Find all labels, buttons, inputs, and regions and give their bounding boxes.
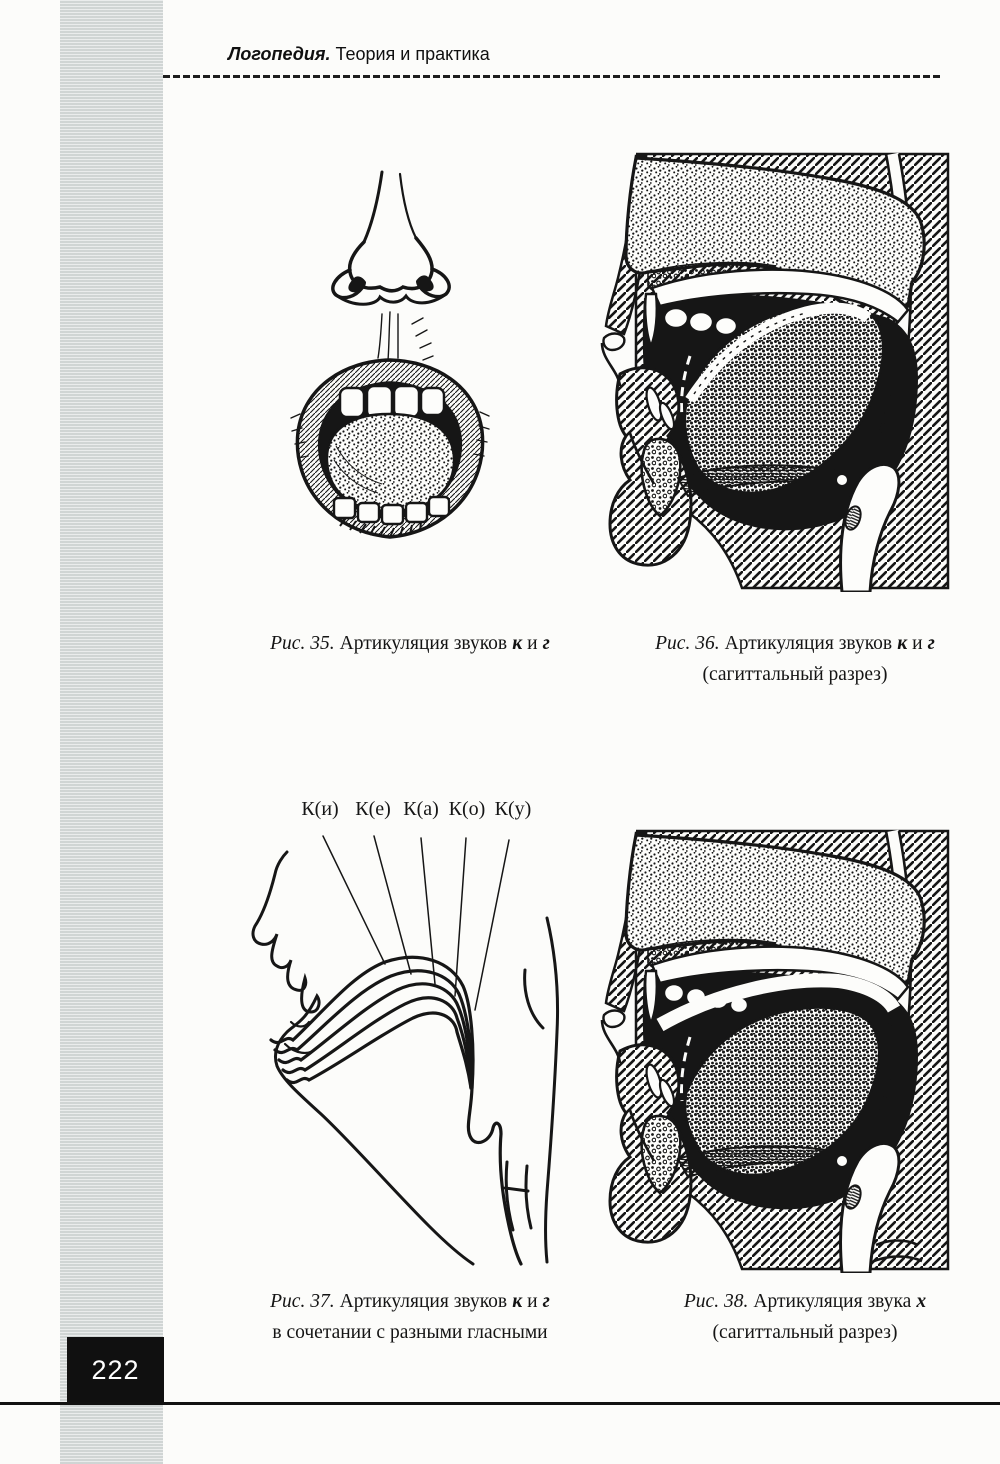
figure-37-caption-sound-1: к xyxy=(512,1291,523,1312)
figure-38-sagittal-section-illustration xyxy=(590,825,955,1273)
vowel-label-ku: К(у) xyxy=(494,798,532,820)
figure-36-caption-line2: (сагиттальный разрез) xyxy=(702,664,888,685)
figure-38-caption xyxy=(620,1286,990,1348)
figure-35-frontal-mouth-illustration xyxy=(270,168,510,553)
figure-38-caption-label: Рис. 38. xyxy=(683,1291,749,1312)
figure-36-caption xyxy=(615,628,975,690)
figure-35-caption-text: Артикуляция звуков xyxy=(339,633,508,654)
figure-36-caption-label: Рис. 36. xyxy=(655,633,720,654)
page-number: 222 xyxy=(91,1355,140,1385)
running-header-title: Логопедия. xyxy=(228,44,331,64)
figure-38-caption-text: Артикуляция звука xyxy=(753,1291,912,1312)
figure-37-caption xyxy=(225,1286,595,1348)
page-number-box xyxy=(67,1337,164,1404)
figure-35-caption-conjunction: и xyxy=(527,633,538,654)
figure-37-caption-sound-2: г xyxy=(542,1291,550,1312)
figure-36-sagittal-section-illustration xyxy=(590,148,955,592)
vowel-label-ko: К(о) xyxy=(448,798,486,820)
header-dashed-rule xyxy=(163,75,941,78)
figure-38-caption-line2: (сагиттальный разрез) xyxy=(712,1322,898,1343)
footer-rule xyxy=(0,1402,1000,1405)
book-binding-strip xyxy=(60,0,163,1464)
figure-35-caption xyxy=(235,628,585,659)
figure-36-caption-sound-1: к xyxy=(897,633,908,654)
figure-36-caption-text: Артикуляция звуков xyxy=(724,633,893,654)
figure-36-caption-sound-2: г xyxy=(927,633,935,654)
figure-37-caption-conjunction: и xyxy=(527,1291,538,1312)
figure-35-caption-sound-1: к xyxy=(512,633,523,654)
vowel-label-ka: К(а) xyxy=(403,798,439,820)
figure-35-caption-label: Рис. 35. xyxy=(270,633,335,654)
running-header xyxy=(228,44,490,65)
figure-36-caption-conjunction: и xyxy=(912,633,923,654)
figure-35-caption-sound-2: г xyxy=(542,633,550,654)
figure-37-caption-line2: в сочетании с разными гласными xyxy=(272,1322,548,1343)
figure-38-caption-sound-1: х xyxy=(916,1291,927,1312)
running-header-subtitle: Теория и практика xyxy=(335,44,490,64)
figure-37-caption-label: Рис. 37. xyxy=(270,1291,335,1312)
figure-37-caption-text: Артикуляция звуков xyxy=(339,1291,508,1312)
vowel-label-ke: К(е) xyxy=(355,798,391,820)
figure-37-tongue-positions-illustration xyxy=(225,822,595,1267)
vowel-label-ki: К(и) xyxy=(301,798,339,820)
